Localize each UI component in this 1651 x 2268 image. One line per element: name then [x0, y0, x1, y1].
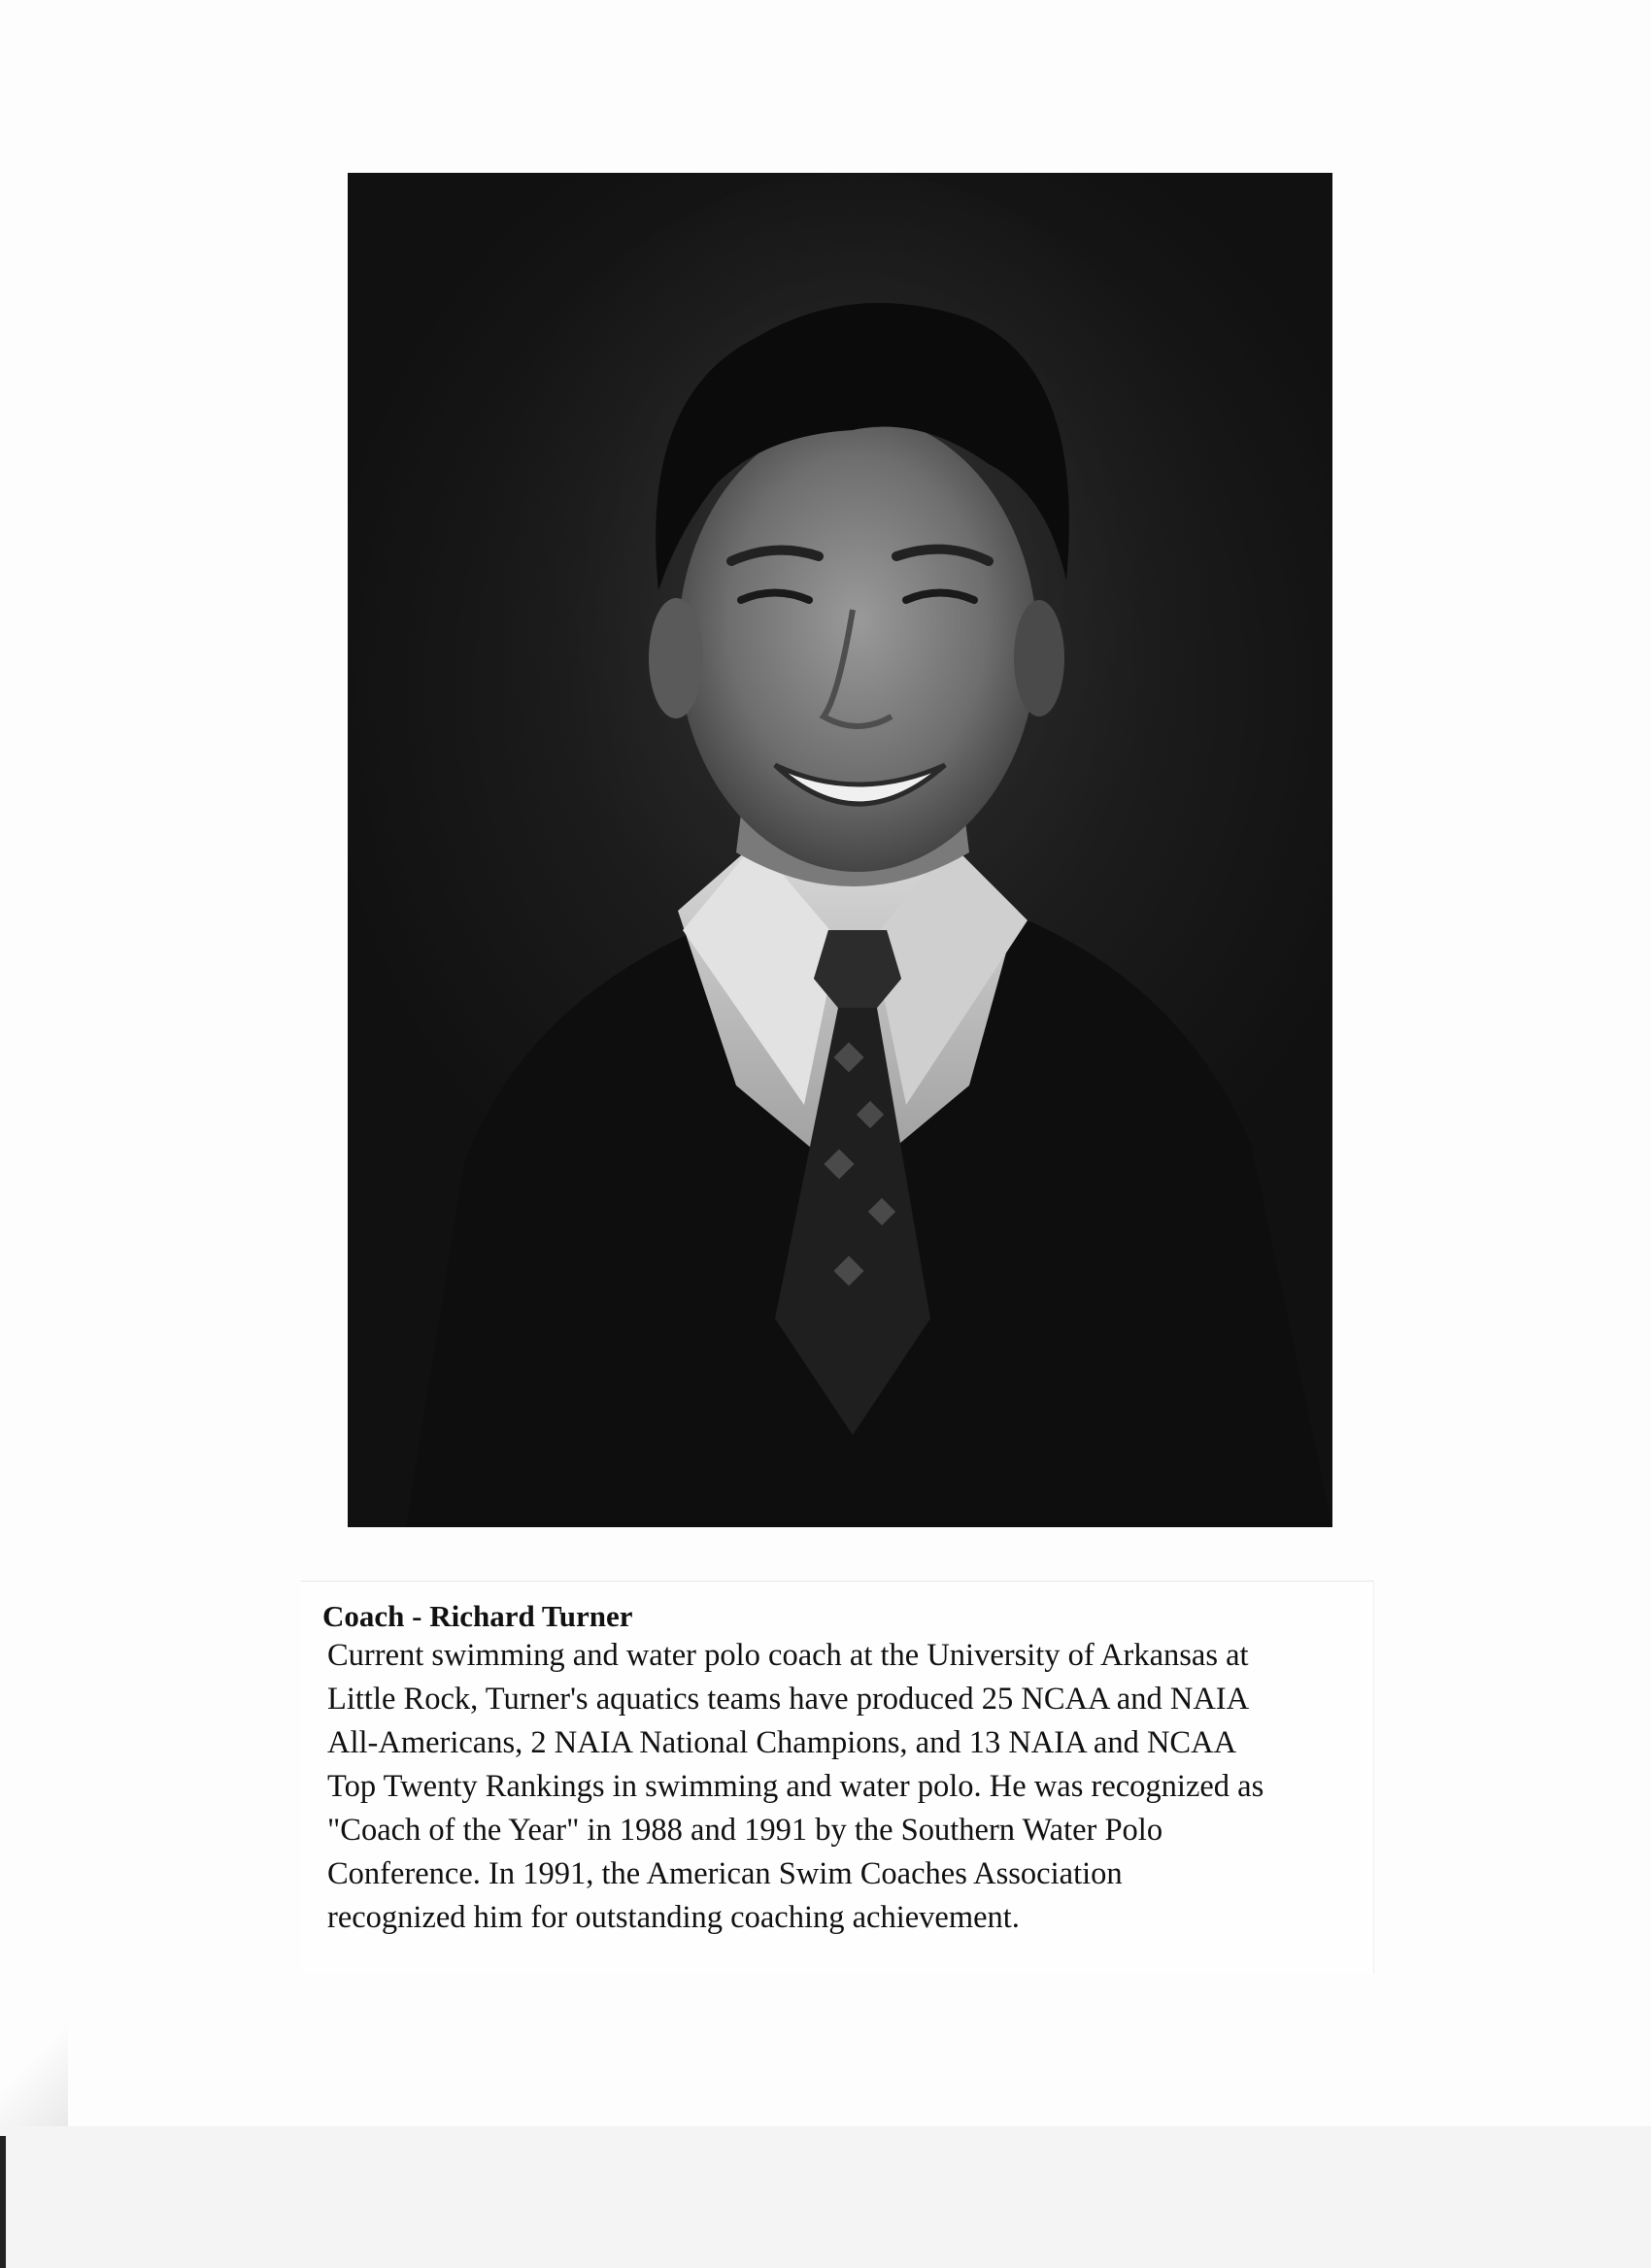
caption-title: Coach - Richard Turner	[322, 1599, 633, 1633]
scan-bottom-strip	[0, 2126, 1651, 2268]
scan-edge-mark	[0, 2136, 6, 2268]
ear-right	[1014, 600, 1064, 717]
caption-box	[301, 1581, 1374, 1974]
ear-left	[649, 598, 703, 718]
portrait-illustration	[348, 173, 1332, 1527]
caption-line: Conference. In 1991, the American Swim Coaches Association	[327, 1856, 1123, 1891]
caption-line: Little Rock, Turner's aquatics teams have produced 25 NCAA and NAIA	[327, 1682, 1250, 1717]
caption-line: Current swimming and water polo coach at the University of Arkansas at	[327, 1638, 1249, 1673]
scan-corner-shadow	[0, 2019, 68, 2126]
caption-line: All-Americans, 2 NAIA National Champions, and 13 NAIA and NCAA	[327, 1725, 1237, 1760]
caption-line: recognized him for outstanding coaching achievement.	[327, 1900, 1020, 1935]
portrait-photo	[348, 173, 1332, 1527]
caption-line: Top Twenty Rankings in swimming and water polo. He was recognized as	[327, 1769, 1264, 1804]
caption-line: "Coach of the Year" in 1988 and 1991 by the Southern Water Polo	[327, 1813, 1163, 1848]
